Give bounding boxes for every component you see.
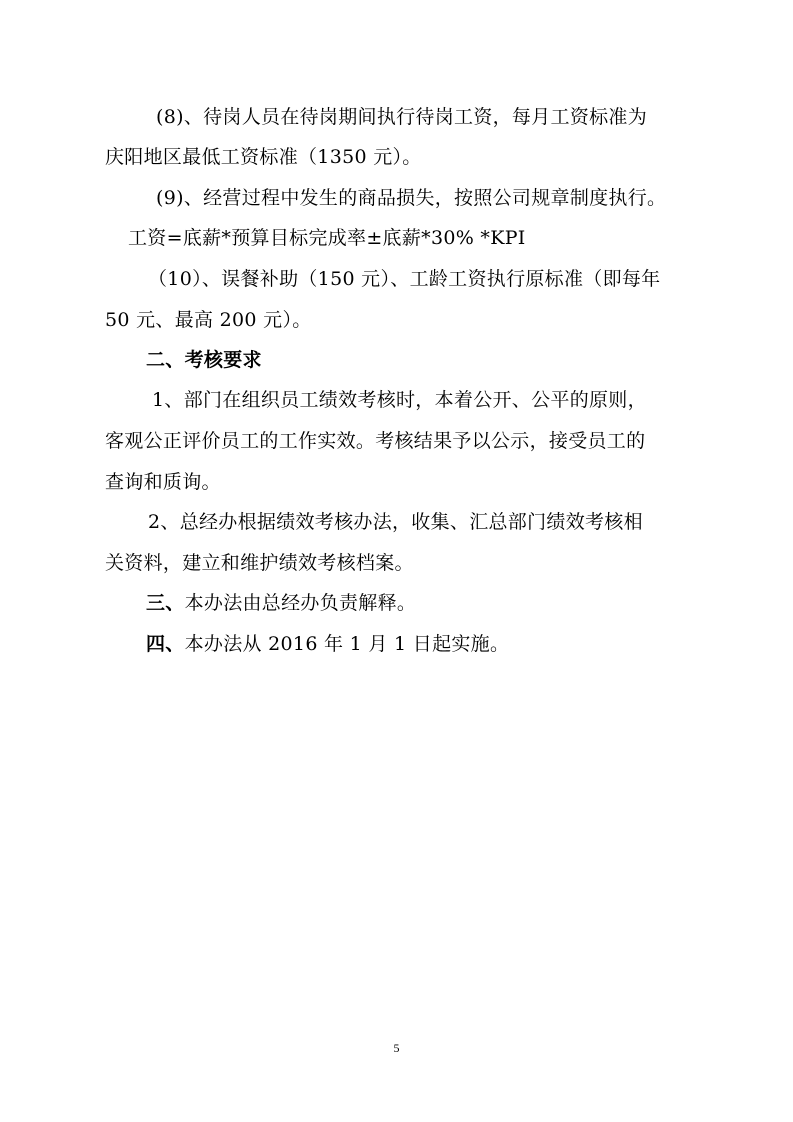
clause-9-line-1: (9)、经营过程中发生的商品损失，按照公司规章制度执行。 — [156, 187, 667, 209]
section-4-number: 四、 — [146, 633, 185, 655]
assessment-item-1-line-1: 1、部门在组织员工绩效考核时，本着公开、公平的原则， — [152, 389, 647, 411]
section-4 — [146, 632, 509, 656]
page-number: 5 — [393, 1041, 400, 1055]
salary-formula: 工资=底薪*预算目标完成率±底薪*30% *KPI — [128, 227, 526, 249]
clause-8-line-1: (8)、待岗人员在待岗期间执行待岗工资，每月工资标准为 — [156, 106, 648, 128]
section-heading-assessment: 二、考核要求 — [146, 349, 262, 371]
assessment-item-2-line-2: 关资料，建立和维护绩效考核档案。 — [105, 552, 414, 574]
section-3 — [146, 591, 416, 615]
section-4-text: 本办法从 2016 年 1 月 1 日起实施。 — [184, 633, 510, 655]
section-3-number: 三、 — [146, 592, 185, 614]
clause-10-line-2: 50 元、最高 200 元）。 — [105, 309, 312, 331]
section-3-text: 本办法由总经办负责解释。 — [184, 592, 417, 614]
assessment-item-2-line-1: 2、总经办根据绩效考核办法，收集、汇总部门绩效考核相 — [148, 511, 643, 533]
clause-8-line-2: 庆阳地区最低工资标准（1350 元）。 — [105, 146, 422, 168]
clause-10-line-1: （10）、误餐补助（150 元）、工龄工资执行原标准（即每年 — [148, 268, 661, 290]
assessment-item-1-line-2: 客观公正评价员工的工作实效。考核结果予以公示，接受员工的 — [105, 430, 646, 452]
assessment-item-1-line-3: 查询和质询。 — [105, 471, 221, 493]
